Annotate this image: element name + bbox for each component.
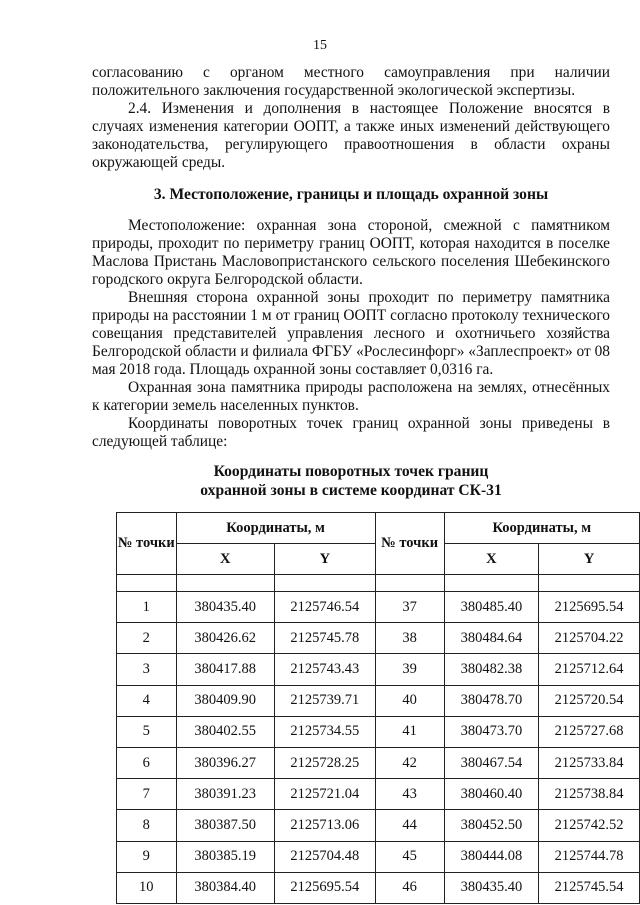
cell: 2125704.22 (539, 623, 640, 654)
word: согласованию (92, 64, 183, 81)
cell: 380482.38 (444, 654, 539, 685)
cell: 380460.40 (444, 779, 539, 810)
cell: 2125738.84 (539, 779, 640, 810)
spacer-cell (375, 575, 444, 592)
cell: 8 (117, 810, 177, 841)
cell: 2125739.71 (274, 685, 375, 716)
cell: 2125746.54 (274, 592, 375, 623)
cell: 380426.62 (176, 623, 274, 654)
cell: 2125720.54 (539, 685, 640, 716)
cell: 2125745.54 (539, 872, 640, 903)
spacer-cell (539, 575, 640, 592)
cell: 2125695.54 (539, 592, 640, 623)
cell: 2125704.48 (274, 841, 375, 872)
cell: 380435.40 (176, 592, 274, 623)
cell: 2125744.78 (539, 841, 640, 872)
word: самоуправления (384, 64, 491, 81)
table-row (117, 716, 640, 747)
page-number: 15 (313, 38, 327, 53)
word: местного (303, 64, 364, 81)
paragraph-outer-boundary: Внешняя сторона охранной зоны проходит по периметру памятника природы на расстоянии 1 м от границ ООПТ согласно протоколу технического совещания представителей управления лесного и охотничьего хозяйства Белгородской области и филиала ФГБУ «Рослесинфорг» «Заплеспроект» от 08 мая 2018 года. Площадь охранной зоны составляет 0,0316 га. (92, 289, 610, 378)
cell: 2125742.52 (539, 810, 640, 841)
table-row (117, 685, 640, 716)
spacer-cell (117, 575, 177, 592)
cell: 380444.08 (444, 841, 539, 872)
cell: 2125745.78 (274, 623, 375, 654)
table-spacer-row (117, 575, 640, 592)
header-x: X (176, 544, 274, 575)
table-row (117, 592, 640, 623)
cell: 2125712.64 (539, 654, 640, 685)
table-title-line-2: охранной зоны в системе координат СК-31 (200, 482, 502, 499)
cell: 42 (375, 747, 444, 778)
table-title (92, 462, 610, 500)
cell: 380409.90 (176, 685, 274, 716)
paragraph-land-category: Охранная зона памятника природы расположена на землях, отнесённых к категории земель населенных пунктов. (92, 379, 610, 414)
continuation-line-1 (92, 64, 610, 82)
header-coordinates-2: Координаты, м (444, 513, 639, 544)
word: при (510, 64, 535, 81)
cell: 43 (375, 779, 444, 810)
cell: 2125721.04 (274, 779, 375, 810)
cell: 380452.50 (444, 810, 539, 841)
cell: 2125728.25 (274, 747, 375, 778)
table-row (117, 841, 640, 872)
cell: 380396.27 (176, 747, 274, 778)
word: с (203, 64, 210, 81)
cell: 380387.50 (176, 810, 274, 841)
cell: 7 (117, 779, 177, 810)
table-title-line-1: Координаты поворотных точек границ (213, 463, 489, 480)
cell: 380435.40 (444, 872, 539, 903)
header-coordinates: Координаты, м (176, 513, 375, 544)
cell: 41 (375, 716, 444, 747)
paragraph-2-4: 2.4. Изменения и дополнения в настоящее Положение вносятся в случаях изменения категории ООПТ, а также иных изменений действующего законодательства, регулирующего правоотношения в области охраны окружающей среды. (92, 100, 610, 171)
table-row (117, 872, 640, 903)
table-row (117, 747, 640, 778)
cell: 10 (117, 872, 177, 903)
cell: 380385.19 (176, 841, 274, 872)
table-header-row (117, 513, 640, 544)
cell: 4 (117, 685, 177, 716)
cell: 39 (375, 654, 444, 685)
table-row (117, 779, 640, 810)
cell: 380402.55 (176, 716, 274, 747)
cell: 2125695.54 (274, 872, 375, 903)
cell: 2125727.68 (539, 716, 640, 747)
header-y-2: Y (539, 544, 640, 575)
cell: 380484.64 (444, 623, 539, 654)
cell: 2125713.06 (274, 810, 375, 841)
continuation-line-2: положительного заключения государственной экологической экспертизы. (92, 82, 576, 99)
cell: 2125733.84 (539, 747, 640, 778)
table-row (117, 810, 640, 841)
section-heading: 3. Местоположение, границы и площадь охранной зоны (153, 186, 549, 203)
spacer-cell (176, 575, 274, 592)
spacer-cell (274, 575, 375, 592)
cell: 37 (375, 592, 444, 623)
cell: 6 (117, 747, 177, 778)
continuation-text (92, 64, 610, 172)
header-y: Y (274, 544, 375, 575)
paragraph-location: Местоположение: охранная зона стороной, смежной с памятником природы, проходит по периметру границ ООПТ, которая находится в поселке Маслова Пристань Масловопристанского сельского поселения Шебекинского городского округа Белгородской области. (92, 217, 610, 288)
cell: 380417.88 (176, 654, 274, 685)
header-point-number: № точки (117, 513, 177, 575)
cell: 2125743.43 (274, 654, 375, 685)
header-x-2: X (444, 544, 539, 575)
coordinates-table (116, 512, 640, 904)
cell: 380485.40 (444, 592, 539, 623)
table-row (117, 654, 640, 685)
paragraph-coordinates-intro: Координаты поворотных точек границ охранной зоны приведены в следующей таблице: (92, 415, 610, 450)
cell: 380391.23 (176, 779, 274, 810)
cell: 9 (117, 841, 177, 872)
word: наличии (554, 64, 610, 81)
cell: 2125734.55 (274, 716, 375, 747)
cell: 40 (375, 685, 444, 716)
cell: 1 (117, 592, 177, 623)
cell: 5 (117, 716, 177, 747)
cell: 46 (375, 872, 444, 903)
section-body (92, 217, 610, 451)
cell: 45 (375, 841, 444, 872)
word: органом (229, 64, 284, 81)
spacer-cell (444, 575, 539, 592)
cell: 3 (117, 654, 177, 685)
table-body (117, 592, 640, 904)
cell: 38 (375, 623, 444, 654)
header-point-number-2: № точки (375, 513, 444, 575)
cell: 44 (375, 810, 444, 841)
cell: 380467.54 (444, 747, 539, 778)
cell: 2 (117, 623, 177, 654)
table-row (117, 623, 640, 654)
cell: 380478.70 (444, 685, 539, 716)
cell: 380473.70 (444, 716, 539, 747)
cell: 380384.40 (176, 872, 274, 903)
